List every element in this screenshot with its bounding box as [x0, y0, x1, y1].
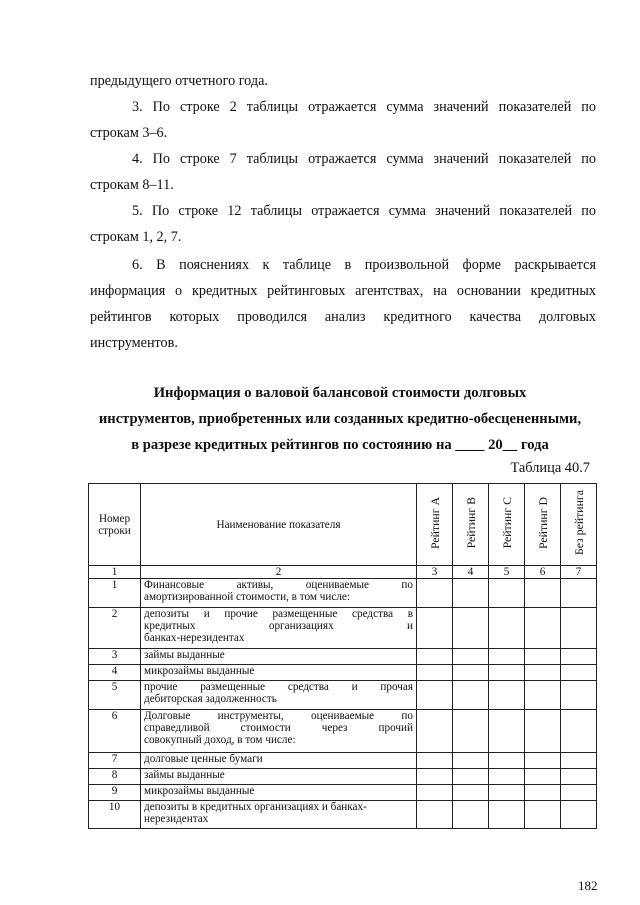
value-cell: [561, 769, 597, 785]
indicator-name-line: займы выданные: [144, 769, 225, 781]
value-cell: [525, 753, 561, 769]
value-cell: [453, 579, 489, 608]
value-cell: [489, 665, 525, 681]
column-number: 6: [525, 566, 561, 579]
paragraph-item-4: [90, 146, 596, 198]
value-cell: [561, 710, 597, 753]
header-indicator-name: Наименование показателя: [141, 484, 417, 566]
value-cell: [561, 649, 597, 665]
table-title: [80, 380, 600, 458]
rating-c-label: Рейтинг C: [499, 497, 514, 549]
column-number: 2: [141, 566, 417, 579]
value-cell: [561, 801, 597, 829]
row-number-cell: 8: [89, 769, 141, 785]
indicator-name-line: долговые ценные бумаги: [144, 753, 263, 765]
column-number: 5: [489, 566, 525, 579]
text-line: 5. По строке 12 таблицы отражается сумма значений показателей по: [132, 203, 596, 219]
value-cell: [453, 608, 489, 649]
value-cell: [417, 608, 453, 649]
title-line: Информация о валовой балансовой стоимости долговых: [153, 385, 527, 401]
value-cell: [561, 681, 597, 710]
indicator-name-line: дебиторская задолженность: [144, 693, 277, 705]
value-cell: [417, 681, 453, 710]
indicator-name-line: амортизированной стоимости, в том числе:: [144, 591, 350, 603]
header-rating-b: [453, 484, 489, 566]
text-line: предыдущего отчетного года.: [90, 73, 268, 89]
value-cell: [417, 710, 453, 753]
value-cell: [525, 608, 561, 649]
table-row: [89, 785, 597, 801]
header-row-number: Номер строки: [89, 484, 141, 566]
value-cell: [561, 785, 597, 801]
value-cell: [525, 710, 561, 753]
indicator-name-cell: [141, 649, 417, 665]
value-cell: [561, 579, 597, 608]
value-cell: [561, 665, 597, 681]
value-cell: [453, 769, 489, 785]
value-cell: [453, 649, 489, 665]
table-row: [89, 769, 597, 785]
value-cell: [525, 681, 561, 710]
indicator-name-cell: [141, 753, 417, 769]
value-cell: [417, 801, 453, 829]
indicator-name-cell: [141, 681, 417, 710]
table-row: [89, 665, 597, 681]
value-cell: [417, 785, 453, 801]
indicator-name-cell: [141, 769, 417, 785]
table-row: [89, 579, 597, 608]
text-line: строкам 8–11.: [90, 177, 174, 193]
row-number-cell: 10: [89, 801, 141, 829]
value-cell: [417, 665, 453, 681]
value-cell: [417, 649, 453, 665]
value-cell: [525, 785, 561, 801]
value-cell: [417, 753, 453, 769]
value-cell: [453, 785, 489, 801]
header-rating-d: [525, 484, 561, 566]
indicator-name-cell: [141, 665, 417, 681]
page-number: 182: [578, 878, 598, 893]
rating-a-label: Рейтинг A: [427, 496, 442, 550]
value-cell: [453, 681, 489, 710]
indicator-name-line: банках-нерезидентах: [144, 632, 245, 644]
column-number: 3: [417, 566, 453, 579]
indicator-name-line: справедливой стоимости через прочий: [144, 722, 413, 734]
row-number-cell: 5: [89, 681, 141, 710]
value-cell: [489, 785, 525, 801]
value-cell: [561, 608, 597, 649]
text-line: 3. По строке 2 таблицы отражается сумма значений показателей по: [132, 99, 596, 115]
indicator-name-cell: [141, 710, 417, 753]
indicator-name-cell: [141, 608, 417, 649]
text-line: строкам 3–6.: [90, 125, 168, 141]
indicator-name-line: депозиты и прочие размещенные средства в: [144, 608, 413, 620]
indicator-name-line: депозиты в кредитных организациях и банках-: [144, 801, 367, 813]
indicator-name-line: кредитных организациях и: [144, 620, 413, 632]
indicator-name-line: микрозаймы выданные: [144, 665, 255, 677]
value-cell: [489, 649, 525, 665]
table-header-row: [89, 484, 597, 566]
row-number-cell: 1: [89, 579, 141, 608]
table-row: [89, 710, 597, 753]
value-cell: [417, 769, 453, 785]
value-cell: [489, 801, 525, 829]
value-cell: [417, 579, 453, 608]
header-rating-a: [417, 484, 453, 566]
indicator-name-cell: [141, 785, 417, 801]
paragraph-item-3: [90, 94, 596, 146]
text-line: 4. По строке 7 таблицы отражается сумма значений показателей по: [132, 151, 596, 167]
value-cell: [453, 753, 489, 769]
title-line: в разрезе кредитных рейтингов по состоянию на ____ 20__ года: [131, 437, 549, 453]
table-caption: Таблица 40.7: [510, 460, 590, 476]
value-cell: [489, 608, 525, 649]
no-rating-label: Без рейтинга: [571, 490, 586, 556]
table-row: [89, 608, 597, 649]
value-cell: [489, 769, 525, 785]
indicator-name-line: займы выданные: [144, 649, 225, 661]
row-number-cell: 6: [89, 710, 141, 753]
value-cell: [525, 649, 561, 665]
rating-d-label: Рейтинг D: [535, 496, 550, 550]
value-cell: [489, 579, 525, 608]
column-number: 4: [453, 566, 489, 579]
indicator-name-cell: [141, 801, 417, 829]
data-table: [88, 483, 597, 829]
indicator-name-line: Финансовые активы, оцениваемые по: [144, 579, 413, 591]
indicator-name-line: Долговые инструменты, оцениваемые по: [144, 710, 413, 722]
value-cell: [453, 665, 489, 681]
row-number-cell: 3: [89, 649, 141, 665]
value-cell: [453, 710, 489, 753]
row-number-cell: 9: [89, 785, 141, 801]
table-row: [89, 801, 597, 829]
column-number: 1: [89, 566, 141, 579]
row-number-cell: 7: [89, 753, 141, 769]
table-row: [89, 649, 597, 665]
text-line: строкам 1, 2, 7.: [90, 229, 182, 245]
paragraph-item-6: [90, 252, 596, 356]
indicator-name-cell: [141, 579, 417, 608]
text-line: рейтингов которых проводился анализ кредитного качества долговых: [90, 309, 596, 325]
table-row: [89, 681, 597, 710]
paragraph-continuation: [90, 68, 596, 94]
row-number-cell: 4: [89, 665, 141, 681]
column-numbers-row: [89, 566, 597, 579]
value-cell: [453, 801, 489, 829]
row-number-cell: 2: [89, 608, 141, 649]
header-no-rating: [561, 484, 597, 566]
indicator-name-line: прочие размещенные средства и прочая: [144, 681, 413, 693]
column-number: 7: [561, 566, 597, 579]
title-line: инструментов, приобретенных или созданных кредитно-обесцененными,: [98, 411, 582, 427]
table-row: [89, 753, 597, 769]
indicator-name-line: совокупный доход, в том числе:: [144, 734, 296, 746]
indicator-name-line: микрозаймы выданные: [144, 785, 255, 797]
paragraph-item-5: [90, 198, 596, 250]
rating-b-label: Рейтинг B: [463, 497, 478, 549]
value-cell: [525, 665, 561, 681]
table-body: [89, 579, 597, 829]
value-cell: [489, 681, 525, 710]
text-line: информация о кредитных рейтинговых агентствах, на основании кредитных: [90, 283, 596, 299]
value-cell: [525, 769, 561, 785]
header-rating-c: [489, 484, 525, 566]
text-line: инструментов.: [90, 335, 178, 351]
value-cell: [489, 753, 525, 769]
value-cell: [525, 579, 561, 608]
indicator-name-line: нерезидентах: [144, 813, 209, 825]
value-cell: [561, 753, 597, 769]
text-line: 6. В пояснениях к таблице в произвольной форме раскрывается: [132, 257, 596, 273]
value-cell: [489, 710, 525, 753]
value-cell: [525, 801, 561, 829]
